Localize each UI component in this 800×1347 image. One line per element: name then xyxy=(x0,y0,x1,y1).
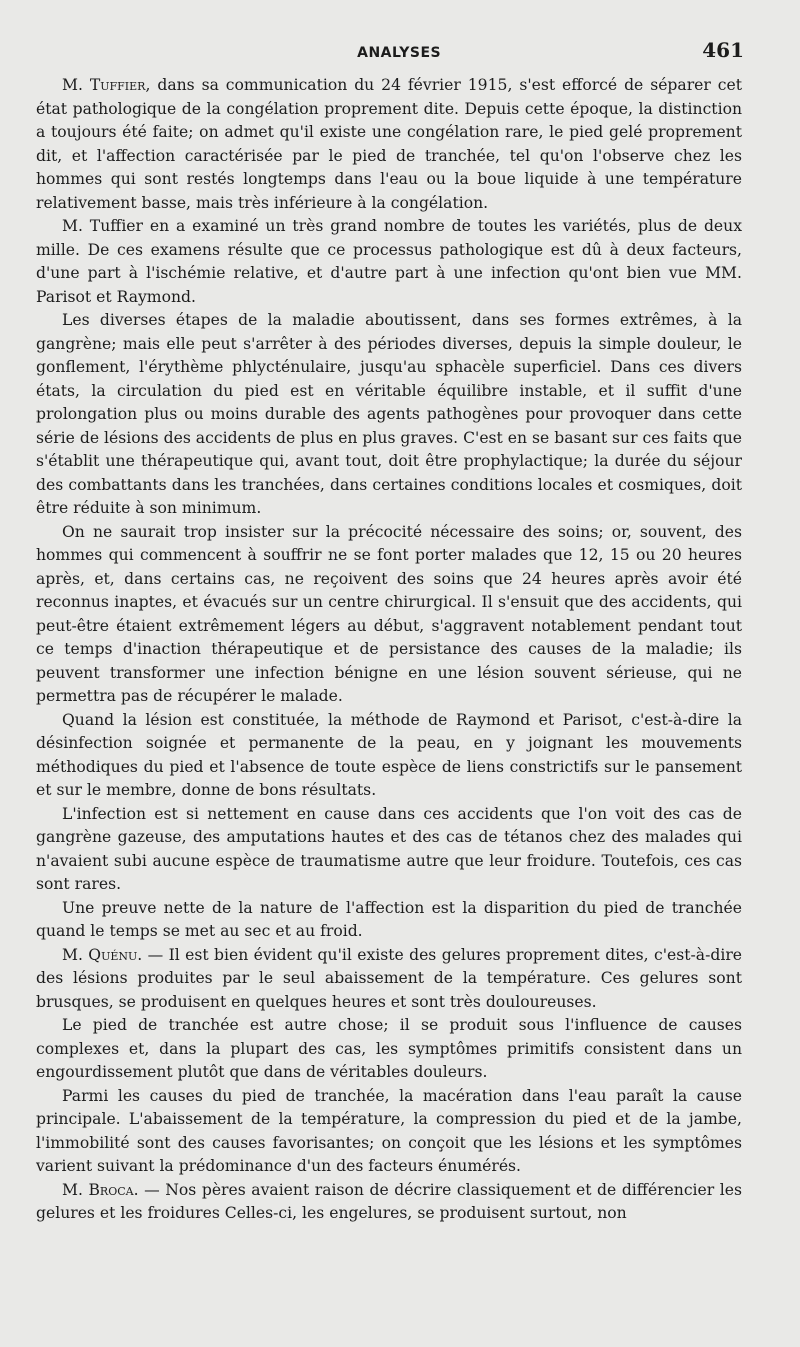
paragraph: M. Tuffier, dans sa communication du 24 février 1915, s'est efforcé de séparer cet état pathologique de la congélation proprement dite. Depuis cette époque, la distinction a toujours été faite; on admet qu'il existe une congélation rare, le pied gelé proprement dit, et l'affection caractérisée par le pied de tranchée, tel qu'on l'observe chez les hommes qui sont restés longtemps dans l'eau ou la boue liquide à une température relativement basse, mais très inférieure à la congélation. xyxy=(36,76,742,212)
speaker-name: M. Broca xyxy=(62,1180,134,1199)
page-number: 461 xyxy=(702,38,744,62)
paragraph: L'infection est si nettement en cause dans ces accidents que l'on voit des cas de gangrène gazeuse, des amputations hautes et des cas de tétanos chez des malades qui n'avaient subi aucune espèce de traumatisme autre que leur froidure. Toutefois, ces cas sont rares. xyxy=(36,804,742,893)
paragraph: On ne saurait trop insister sur la précocité nécessaire des soins; or, souvent, des hommes qui commencent à souffrir ne se font porter malades que 12, 15 ou 20 heures après, et, dans certains cas, ne reçoivent des soins que 24 heures après avoir été reconnus inaptes, et évacués sur un centre chirurgical. Il s'ensuit que des accidents, qui peut-être étaient extrêmement légers au début, s'aggravent notablement pendant tout ce temps d'inaction thérapeutique et de persistance des causes de la maladie; ils peuvent transformer une infection bénigne en une lésion souvent sérieuse, qui ne permettra pas de récupérer le malade. xyxy=(36,522,742,705)
paragraph: Parmi les causes du pied de tranchée, la macération dans l'eau paraît la cause principale. L'abaissement de la température, la compression du pied et de la jambe, l'immobilité sont des causes favorisantes; on conçoit que les lésions et les symptômes varient suivant la prédominance d'un des facteurs énumérés. xyxy=(36,1086,742,1175)
running-head: ANALYSES xyxy=(357,45,442,61)
speaker-name: M. Tuffier xyxy=(62,76,146,94)
paragraph: M. Quénu. — Il est bien évident qu'il existe des gelures proprement dites, c'est-à-dire des lésions produites par le seul abaissement de la température. Ces gelures sont brusques, se produisent en quelques heures et sont très douloureuses. xyxy=(36,945,742,1011)
paragraph: Le pied de tranchée est autre chose; il se produit sous l'influence de causes complexes et, dans la plupart des cas, les symptômes primitifs consistent dans un engourdissement plutôt que dans de véritables douleurs. xyxy=(36,1016,742,1081)
paragraph: Les diverses étapes de la maladie aboutissent, dans ses formes extrêmes, à la gangrène; mais elle peut s'arrêter à des périodes diverses, depuis la simple douleur, le gonflement, l'érythème phlycténulaire, jusqu'au sphacèle superficiel. Dans ces divers états, la circulation du pied est en véritable équilibre instable, et il suffit d'une prolongation plus ou moins durable des agents pathogènes pour provoquer dans cette série de lésions des accidents de plus en plus graves. C'est en se basant sur ces faits que s'établit une thérapeutique qui, avant tout, doit être prophylactique; la durée du séjour des combattants dans les tranchées, dans certaines conditions locales et cosmiques, doit être réduite à son minimum. xyxy=(36,311,742,517)
paragraph: M. Broca. — Nos pères avaient raison de décrire classiquement et de différencier les gelures et les froidures Celles-ci, les engelures, se produisent surtout, non xyxy=(36,1180,742,1222)
paragraph: Une preuve nette de la nature de l'affection est la disparition du pied de tranchée quand le temps se met au sec et au froid. xyxy=(36,898,742,940)
paragraph: M. Tuffier en a examiné un très grand nombre de toutes les variétés, plus de deux mille. De ces examens résulte que ce processus pathologique est dû à deux facteurs, d'une part à l'ischémie relative, et d'autre part à une infection qu'ont bien vue MM. Parisot et Raymond. xyxy=(36,217,742,306)
page-header xyxy=(36,38,742,68)
speaker-name: M. Quénu xyxy=(62,945,138,964)
paragraph: Quand la lésion est constituée, la méthode de Raymond et Parisot, c'est-à-dire la désinfection soignée et permanente de la peau, en y joignant les mouvements méthodiques du pied et l'absence de toute espèce de liens constrictifs sur le pansement et sur le membre, donne de bons résultats. xyxy=(36,710,742,799)
body-text xyxy=(36,74,742,1226)
